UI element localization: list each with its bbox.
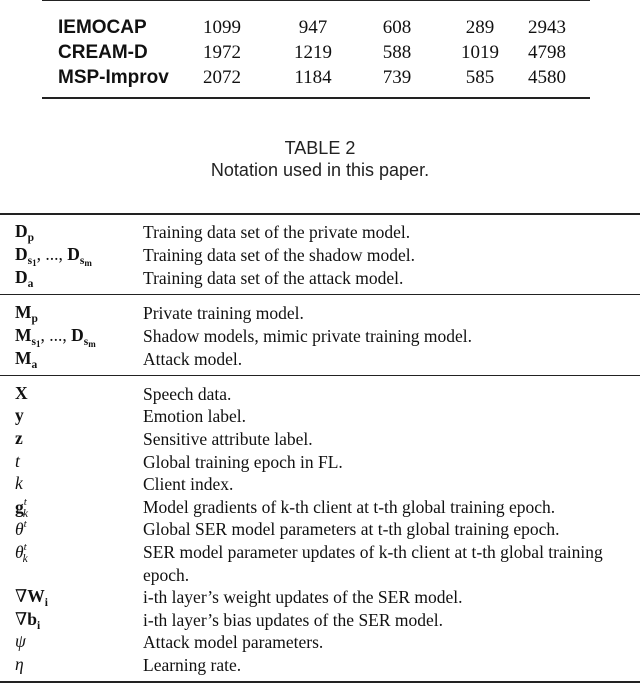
table-cell: 1219 [294, 42, 332, 63]
description: Emotion label. [143, 406, 247, 426]
table-cell: 739 [382, 67, 412, 88]
symbol: $D_a$ [15, 267, 34, 290]
table-cell: 1019 [461, 42, 499, 63]
table-cell: 947 [298, 17, 328, 38]
table-row [0, 518, 640, 541]
table-row [0, 654, 640, 677]
dataset-name: MSP-Improv [58, 67, 169, 88]
table-cell: 1184 [294, 67, 332, 88]
description: i-th layer’s weight updates of the SER model. [143, 587, 463, 607]
table-row [0, 383, 640, 406]
description: Training data set of the private model. [143, 222, 411, 242]
table-top-rule [0, 213, 640, 215]
description: Model gradients of k-th client at t-th global training epoch. [143, 497, 556, 517]
table-cell: 1972 [203, 42, 241, 63]
symbol: $\theta^t_k$ [15, 541, 28, 565]
table-row [0, 586, 640, 609]
symbol: z [15, 428, 23, 448]
table-cell: 1099 [203, 17, 241, 38]
table-row [0, 451, 640, 474]
table-caption-text: Notation used in this paper. [210, 160, 430, 180]
table-cell: 289 [465, 17, 495, 38]
table-row [42, 67, 590, 91]
table-bottom-rule [0, 681, 640, 683]
table-cell: 4798 [528, 42, 566, 63]
table-row [0, 325, 640, 348]
symbol: t [15, 451, 20, 471]
dataset-name: CREAM-D [58, 42, 148, 63]
table-row [0, 267, 640, 290]
description: Training data set of the shadow model. [143, 245, 416, 265]
symbol: $g^t_k$ [15, 496, 28, 520]
symbol: η [15, 654, 24, 674]
description: Global training epoch in FL. [143, 452, 343, 472]
group-divider [0, 375, 640, 376]
table-row [0, 631, 640, 654]
table-cell: 585 [465, 67, 495, 88]
description: Private training model. [143, 303, 304, 323]
table-row [0, 496, 640, 519]
description: Sensitive attribute label. [143, 429, 313, 449]
table-bottom-rule [42, 97, 590, 99]
table-row [0, 302, 640, 325]
symbol: $\theta^t$ [15, 518, 27, 539]
dataset-name: IEMOCAP [58, 17, 147, 38]
table-row [0, 405, 640, 428]
symbol: $D_p$ [15, 221, 35, 244]
symbol: $\nabla b_i$ [15, 609, 41, 632]
table-rule [42, 0, 590, 1]
description: Global SER model parameters at t-th global training epoch. [143, 519, 560, 539]
table-row [42, 17, 590, 41]
table-cell: 588 [382, 42, 412, 63]
table-cell: 2943 [528, 17, 566, 38]
table-cell: 4580 [528, 67, 566, 88]
description: Training data set of the attack model. [143, 268, 404, 288]
description: Attack model. [143, 349, 243, 369]
table-row [0, 221, 640, 244]
symbol: y [15, 405, 24, 425]
table-row [0, 473, 640, 496]
description: i-th layer’s bias updates of the SER model. [143, 610, 444, 630]
symbol: $M_a$ [15, 348, 38, 371]
symbol: $\nabla W_i$ [15, 586, 48, 609]
group-divider [0, 294, 640, 295]
symbol: $M_{s1}$, ..., $D_{sm}$ [15, 325, 96, 349]
table-row [0, 348, 640, 371]
symbol: k [15, 473, 23, 493]
description: Learning rate. [143, 655, 242, 675]
symbol: X [15, 383, 28, 403]
table-cell: 608 [382, 17, 412, 38]
table-row [42, 42, 590, 66]
table-row [0, 541, 640, 587]
description: Client index. [143, 474, 234, 494]
symbol: $M_p$ [15, 302, 38, 325]
symbol: ψ [15, 631, 26, 651]
description: Attack model parameters. [143, 632, 324, 652]
table-row [0, 428, 640, 451]
table-caption-label: TABLE 2 [284, 138, 356, 158]
table-row [0, 609, 640, 632]
description: Shadow models, mimic private training model. [143, 326, 473, 346]
table-cell: 2072 [203, 67, 241, 88]
description: SER model parameter updates of k-th client at t-th global training epoch. [143, 542, 603, 585]
description: Speech data. [143, 384, 232, 404]
symbol: $D_{s1}$, ..., $D_{sm}$ [15, 244, 92, 268]
table-row [0, 244, 640, 267]
